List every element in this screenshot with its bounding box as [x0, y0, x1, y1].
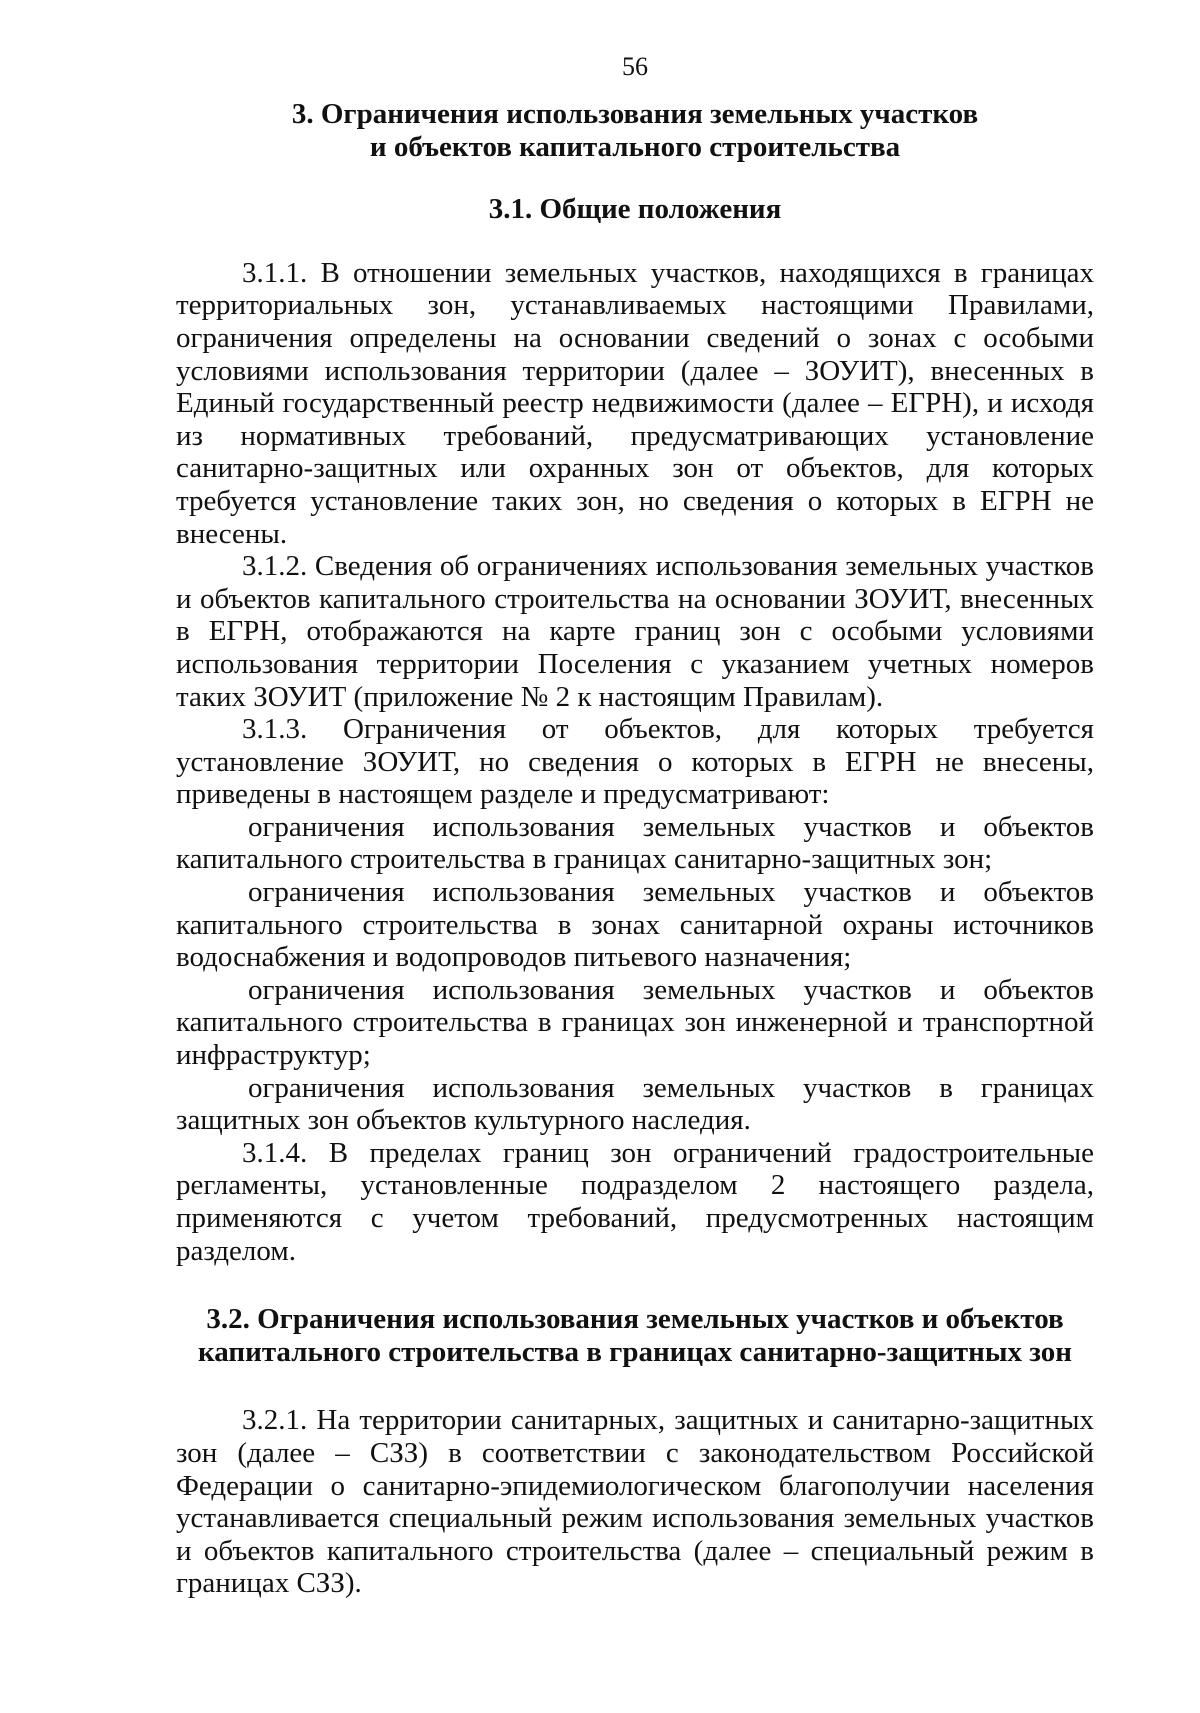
restriction-item-2: ограничения использования земельных участков и объектов капитального строительства в зонах санитарной охраны источников водоснабжения и водопроводов питьевого назначения;: [176, 876, 1094, 974]
subsection-3-2-title-line-2: капитального строительства в границах санитарно-защитных зон: [198, 1335, 1072, 1368]
paragraph-3-1-1: 3.1.1. В отношении земельных участков, находящихся в границах территориальных зон, устанавливаемых настоящими Правилами, ограничения определены на основании сведений о зонах с особыми условиями использования территории (далее – ЗОУИТ), внесенных в Единый государственный реестр недвижимости (далее – ЕГРН), и исходя из нормативных требований, предусматривающих установление санитарно-защитных или охранных зон от объектов, для которых требуется установление таких зон, но сведения о которых в ЕГРН не внесены.: [176, 256, 1094, 550]
subsection-3-2-title-line-1: 3.2. Ограничения использования земельных участков и объектов: [206, 1303, 1064, 1336]
page-number: 56: [622, 52, 648, 81]
paragraph-3-1-2: 3.1.2. Сведения об ограничениях использования земельных участков и объектов капитального строительства на основании ЗОУИТ, внесенных в ЕГРН, отображаются на карте границ зон с особыми условиями использования территории Поселения с указанием учетных номеров таких ЗОУИТ (приложение № 2 к настоящим Правилам).: [176, 550, 1094, 713]
paragraph-3-2-1: 3.2.1. На территории санитарных, защитных и санитарно-защитных зон (далее – СЗЗ) в соответствии с законодательством Российской Федерации о санитарно-эпидемиологическом благополучии населения устанавливается специальный режим использования земельных участков и объектов капитального строительства (далее – специальный режим в границах СЗЗ).: [176, 1404, 1094, 1600]
section-title-line-1: 3. Ограничения использования земельных участков: [291, 98, 979, 130]
restriction-item-4: ограничения использования земельных участков в границах защитных зон объектов культурного наследия.: [176, 1071, 1094, 1137]
restriction-item-3: ограничения использования земельных участков и объектов капитального строительства в границах зон инженерной и транспортной инфраструктур;: [176, 973, 1094, 1072]
section-title-line-2: и объектов капитального строительства: [369, 130, 901, 163]
paragraph-3-1-4: 3.1.4. В пределах границ зон ограничений градостроительные регламенты, установленные подразделом 2 настоящего раздела, применяются с учетом требований, предусмотренных настоящим разделом.: [176, 1136, 1094, 1267]
subsection-3-1-title: 3.1. Общие положения: [488, 193, 782, 226]
paragraph-3-1-3: 3.1.3. Ограничения от объектов, для которых требуется установление ЗОУИТ, но сведения о которых в ЕГРН не внесены, приведены в настоящем разделе и предусматривают:: [176, 713, 1094, 811]
restriction-item-1: ограничения использования земельных участков и объектов капитального строительства в границах санитарно-защитных зон;: [176, 810, 1094, 876]
document-body: [176, 98, 1094, 1600]
